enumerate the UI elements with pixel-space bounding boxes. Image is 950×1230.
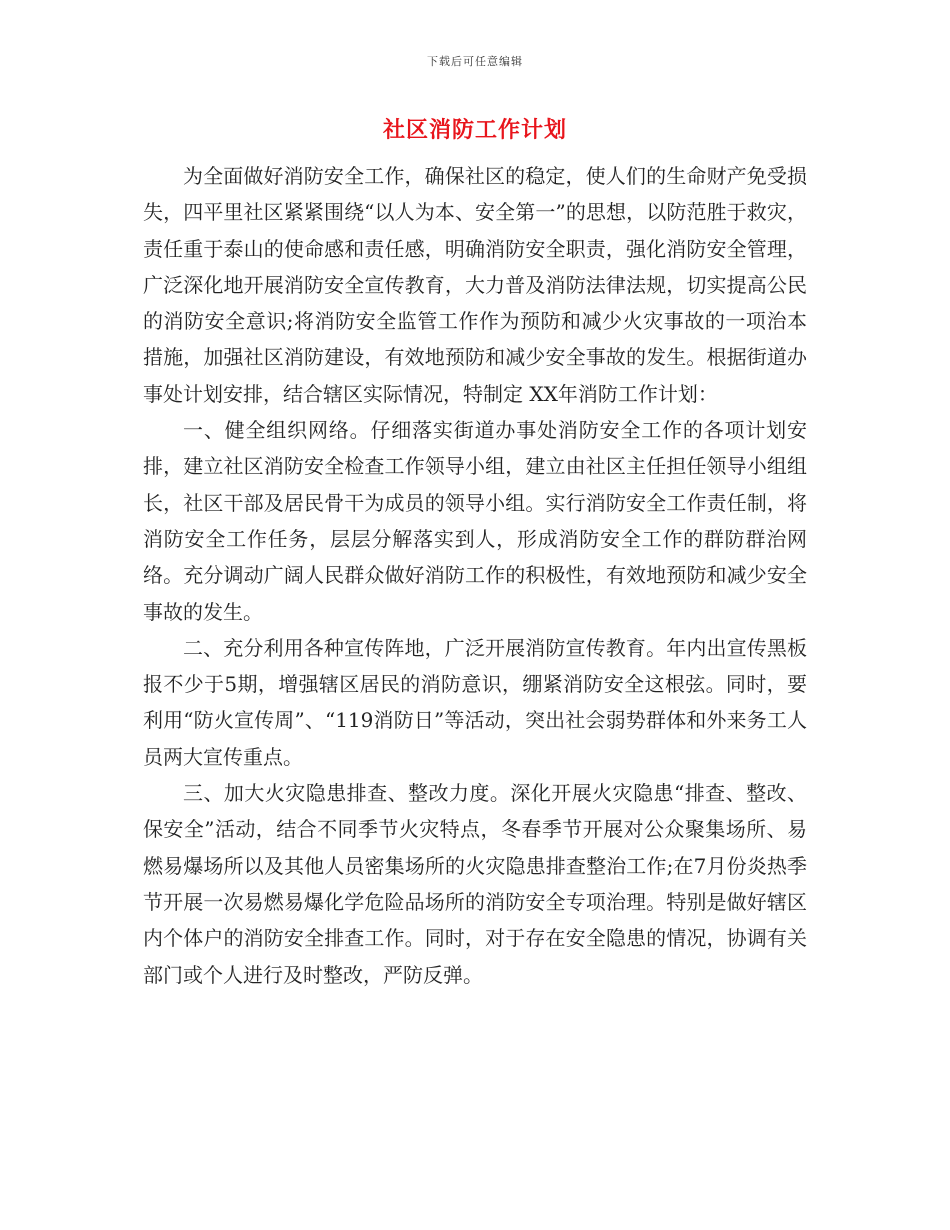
paragraph-section-1: 一、健全组织网络。仔细落实街道办事处消防安全工作的各项计划安排，建立社区消防安全检查工作领导小组，建立由社区主任担任领导小组组长，社区干部及居民骨干为成员的领导小组。实行消防安全工作责任制，将消防安全工作任务，层层分解落实到人，形成消防安全工作的群防群治网络。充分调动广阔人民群众做好消防工作的积极性，有效地预防和减少安全事故的发生。 <box>143 418 807 624</box>
paragraph-section-3: 三、加大火灾隐患排查、整改力度。深化开展火灾隐患“排查、整改、保安全”活动，结合不同季节火灾特点，冬春季节开展对公众聚集场所、易燃易爆场所以及其他人员密集场所的火灾隐患排查整治工作;在7月份炎热季节开展一次易燃易爆化学危险品场所的消防安全专项治理。特别是做好辖区内个体户的消防安全排查工作。同时，对于存在安全隐患的情况，协调有关部门或个人进行及时整改，严防反弹。 <box>143 781 807 987</box>
paragraph-intro: 为全面做好消防安全工作，确保社区的稳定，使人们的生命财产免受损失，四平里社区紧紧围绕“以人为本、安全第一”的思想，以防范胜于救灾，责任重于泰山的使命感和责任感，明确消防安全职责，强化消防安全管理，广泛深化地开展消防安全宣传教育，大力普及消防法律法规，切实提高公民的消防安全意识;将消防安全监管工作作为预防和减少火灾事故的一项治本措施，加强社区消防建设，有效地预防和减少安全事故的发生。根据街道办事处计划安排，结合辖区实际情况，特制定 XX年消防工作计划： <box>143 164 807 406</box>
paragraph-section-2: 二、充分利用各种宣传阵地，广泛开展消防宣传教育。年内出宣传黑板报不少于5期，增强辖区居民的消防意识，绷紧消防安全这根弦。同时，要利用“防火宣传周”、“119消防日”等活动，突出社会弱势群体和外来务工人员两大宣传重点。 <box>143 635 807 769</box>
download-note: 下载后可任意编辑 <box>427 55 523 68</box>
document-title: 社区消防工作计划 <box>382 117 567 143</box>
document-body <box>143 158 807 993</box>
